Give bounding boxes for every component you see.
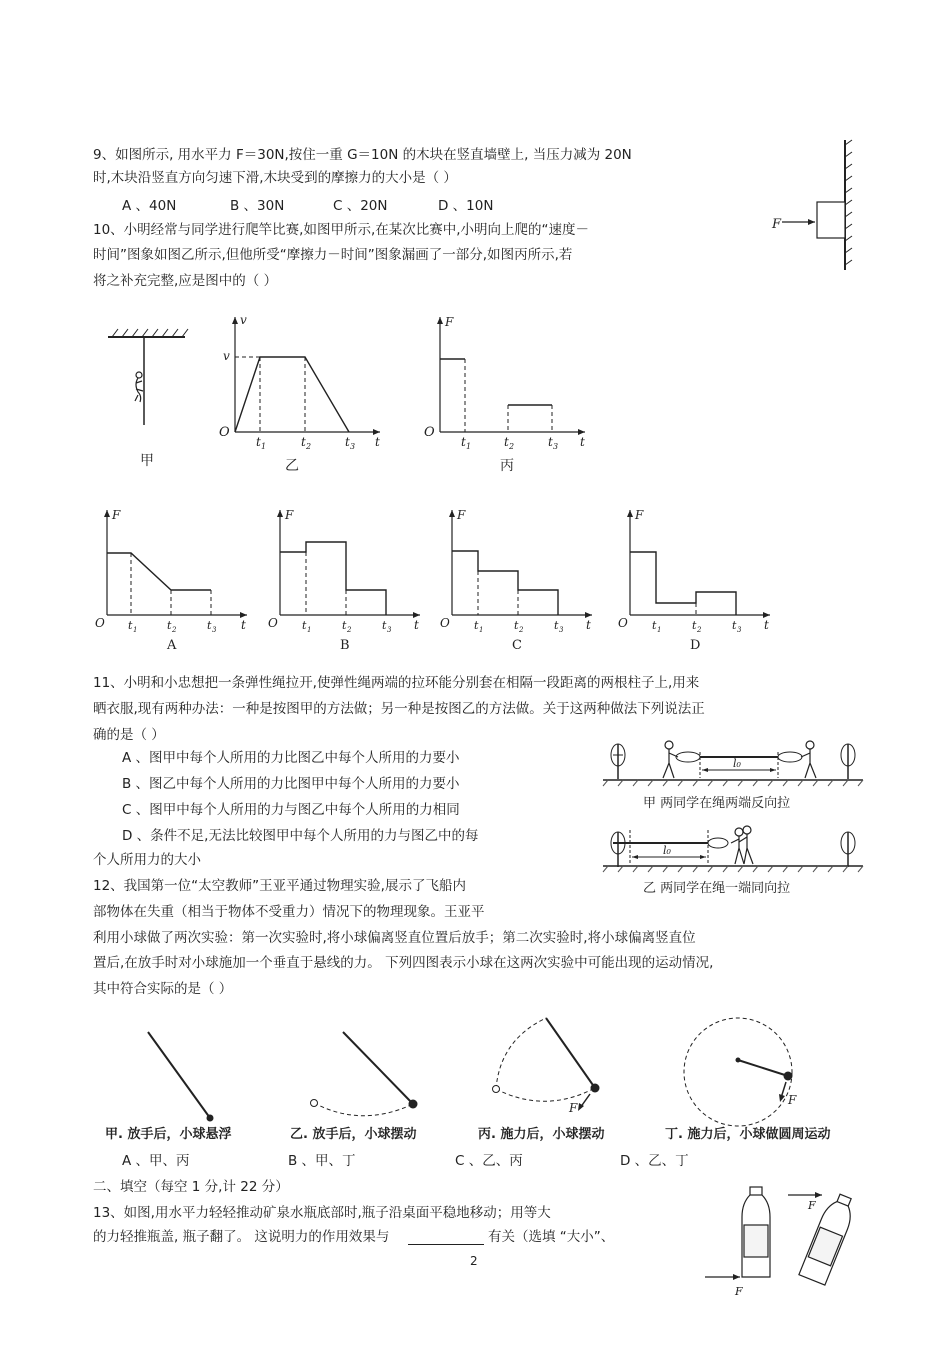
- caption-3: 丙. 施力后，小球摆动: [478, 1127, 605, 1142]
- svg-text:3: 3: [559, 626, 564, 634]
- q12-line3: 利用小球做了两次实验：第一次实验时,将小球偏离竖直位置后放手；第二次实验时,将小球偏离竖直位: [93, 930, 696, 946]
- svg-text:l₀: l₀: [733, 757, 741, 770]
- svg-text:1: 1: [261, 442, 267, 451]
- option-c-graph: [440, 505, 600, 655]
- q9-line2: 时,木块沿竖直方向匀速下滑,木块受到的摩擦力的大小是（ ）: [93, 170, 457, 186]
- svg-text:t: t: [580, 435, 585, 449]
- svg-text:F: F: [445, 315, 454, 329]
- q11-option-b: B 、图乙中每个人所用的力比图甲中每个人所用的力要小: [122, 776, 460, 792]
- svg-text:F: F: [112, 508, 121, 522]
- q11-line1: 11、小明和小忠想把一条弹性绳拉开,使弹性绳两端的拉环能分别套在相隔一段距离的两根柱子上,用来: [93, 675, 700, 691]
- q12-line4: 置后,在放手时对小球施加一个垂直于悬线的力。 下列四图表示小球在这两次实验中可能出现的运动情况,: [93, 955, 714, 971]
- svg-text:3: 3: [553, 442, 559, 451]
- option-b-graph: [268, 505, 428, 655]
- svg-text:3: 3: [737, 626, 742, 634]
- bottle-icon: [742, 1187, 770, 1277]
- q11-option-a: A 、图甲中每个人所用的力比图乙中每个人所用的力要小: [122, 750, 460, 766]
- svg-text:O: O: [440, 616, 450, 630]
- svg-text:t: t: [461, 435, 466, 449]
- option-a-graph: [95, 505, 255, 655]
- person-left-icon: [663, 741, 678, 778]
- svg-text:t: t: [548, 435, 553, 449]
- q13-bottles-figure: [700, 1185, 870, 1300]
- svg-text:t: t: [586, 618, 591, 632]
- svg-text:1: 1: [657, 626, 662, 634]
- q12-line1: 12、我国第一位“太空教师”王亚平通过物理实验,展示了飞船内: [93, 878, 466, 894]
- q10-line1: 10、小明经常与同学进行爬竿比赛,如图甲所示,在某次比赛中,小明向上爬的“速度－: [93, 222, 590, 238]
- svg-text:t: t: [732, 619, 737, 632]
- q13-line2-part2: 有关（选填 “大小”、: [487, 1229, 615, 1245]
- svg-text:F: F: [735, 1285, 743, 1298]
- svg-text:t: t: [514, 619, 519, 632]
- svg-text:v: v: [223, 349, 230, 363]
- fig-jia-label: 甲: [140, 453, 154, 469]
- svg-text:C: C: [512, 638, 522, 653]
- svg-text:O: O: [424, 425, 435, 440]
- svg-text:t: t: [301, 435, 306, 449]
- svg-text:F: F: [285, 508, 294, 522]
- svg-text:t: t: [692, 619, 697, 632]
- svg-text:t: t: [474, 619, 479, 632]
- q11-line3: 确的是（ ）: [93, 727, 165, 743]
- fig-bing-ft-graph: [420, 312, 590, 477]
- svg-text:O: O: [219, 425, 230, 440]
- force-label: F: [772, 217, 782, 232]
- two-persons-icon: [731, 826, 753, 864]
- q13-answer-blank[interactable]: [408, 1232, 484, 1245]
- svg-text:t: t: [207, 619, 212, 632]
- q11-option-d-line1: D 、条件不足,无法比较图甲中每个人所用的力与图乙中的每: [122, 828, 479, 844]
- caption-1: 甲. 放手后，小球悬浮: [105, 1127, 232, 1142]
- q13-line2-part1: 的力轻推瓶盖, 瓶子翻了。 这说明力的作用效果与: [93, 1229, 390, 1245]
- svg-text:t: t: [554, 619, 559, 632]
- q11-line2: 晒衣服,现有两种办法：一种是按图甲的方法做；另一种是按图乙的方法做。关于这两种做法下列说法正: [93, 701, 705, 717]
- q9-option-a: A 、40N: [122, 198, 177, 214]
- q9-option-d: D 、10N: [438, 198, 494, 214]
- fig-yi-label: 乙: [285, 458, 299, 474]
- svg-text:F: F: [635, 508, 644, 522]
- q13-line2: [93, 1231, 614, 1245]
- svg-text:t: t: [764, 618, 769, 632]
- fig-jia-pole: [100, 325, 190, 475]
- svg-text:F: F: [788, 1093, 797, 1107]
- svg-text:t: t: [345, 435, 350, 449]
- q12-option-a: A 、甲、丙: [122, 1153, 190, 1169]
- svg-text:2: 2: [172, 626, 177, 634]
- svg-text:v: v: [240, 313, 247, 327]
- svg-text:2: 2: [519, 626, 524, 634]
- q9-wall-figure: [760, 140, 860, 275]
- svg-text:1: 1: [307, 626, 312, 634]
- svg-text:F: F: [569, 1101, 578, 1115]
- caption-yi: 乙 两同学在绳一端同向拉: [643, 881, 791, 896]
- svg-text:t: t: [652, 619, 657, 632]
- svg-text:2: 2: [509, 442, 515, 451]
- svg-text:t: t: [342, 619, 347, 632]
- svg-text:1: 1: [466, 442, 472, 451]
- q12-line5: 其中符合实际的是（ ）: [93, 981, 233, 997]
- option-d-graph: [618, 505, 778, 655]
- svg-text:l₀: l₀: [663, 844, 671, 857]
- svg-text:3: 3: [212, 626, 217, 634]
- q12-option-c: C 、乙、丙: [455, 1153, 523, 1169]
- q12-option-d: D 、乙、丁: [620, 1153, 689, 1169]
- svg-text:2: 2: [347, 626, 352, 634]
- svg-text:2: 2: [697, 626, 702, 634]
- svg-text:t: t: [128, 619, 133, 632]
- svg-text:1: 1: [479, 626, 484, 634]
- svg-text:t: t: [302, 619, 307, 632]
- q10-line3: 将之补充完整,应是图中的（ ）: [93, 273, 278, 289]
- q9-line1: 9、如图所示, 用水平力 F＝30N,按住一重 G＝10N 的木块在竖直墙壁上, 当压力减为 20N: [93, 147, 632, 163]
- svg-text:D: D: [690, 638, 701, 653]
- climber-icon: [135, 372, 143, 402]
- svg-text:3: 3: [387, 626, 392, 634]
- q13-line1: 13、如图,用水平力轻轻推动矿泉水瓶底部时,瓶子沿桌面平稳地移动；用等大: [93, 1205, 551, 1221]
- svg-text:B: B: [340, 638, 350, 653]
- svg-text:t: t: [375, 435, 380, 449]
- person-right-icon: [801, 741, 816, 778]
- page-number: 2: [470, 1254, 478, 1268]
- svg-text:O: O: [618, 616, 628, 630]
- svg-text:F: F: [457, 508, 466, 522]
- q11-rope-figure: [603, 735, 863, 895]
- svg-text:t: t: [167, 619, 172, 632]
- q9-option-c: C 、20N: [333, 198, 388, 214]
- svg-text:t: t: [382, 619, 387, 632]
- fig-yi-vt-graph: [215, 312, 385, 477]
- svg-text:t: t: [504, 435, 509, 449]
- fig-bing-label: 丙: [500, 458, 514, 474]
- svg-text:t: t: [256, 435, 261, 449]
- caption-jia: 甲 两同学在绳两端反向拉: [643, 796, 791, 811]
- caption-4: 丁. 施力后，小球做圆周运动: [665, 1127, 831, 1142]
- svg-text:F: F: [808, 1199, 816, 1212]
- svg-text:t: t: [414, 618, 419, 632]
- q12-line2: 部物体在失重（相当于物体不受重力）情况下的物理现象。王亚平: [93, 904, 485, 920]
- section-2-title: 二、填空（每空 1 分,计 22 分）: [93, 1179, 289, 1195]
- wood-block: [817, 202, 845, 238]
- q9-option-b: B 、30N: [230, 198, 285, 214]
- svg-text:t: t: [241, 618, 246, 632]
- svg-text:O: O: [95, 616, 105, 630]
- svg-text:A: A: [167, 638, 177, 653]
- svg-text:2: 2: [306, 442, 312, 451]
- q12-ball-figures: [100, 1010, 860, 1145]
- q11-option-c: C 、图甲中每个人所用的力与图乙中每个人所用的力相同: [122, 802, 460, 818]
- q12-option-b: B 、甲、丁: [288, 1153, 356, 1169]
- caption-2: 乙. 放手后，小球摆动: [290, 1127, 417, 1142]
- svg-text:O: O: [268, 616, 278, 630]
- q10-line2: 时间”图象如图乙所示,但他所受“摩擦力－时间”图象漏画了一部分,如图丙所示,若: [93, 247, 573, 263]
- q11-option-d-line2: 个人所用力的大小: [93, 852, 201, 868]
- svg-text:3: 3: [350, 442, 356, 451]
- svg-text:1: 1: [133, 626, 138, 634]
